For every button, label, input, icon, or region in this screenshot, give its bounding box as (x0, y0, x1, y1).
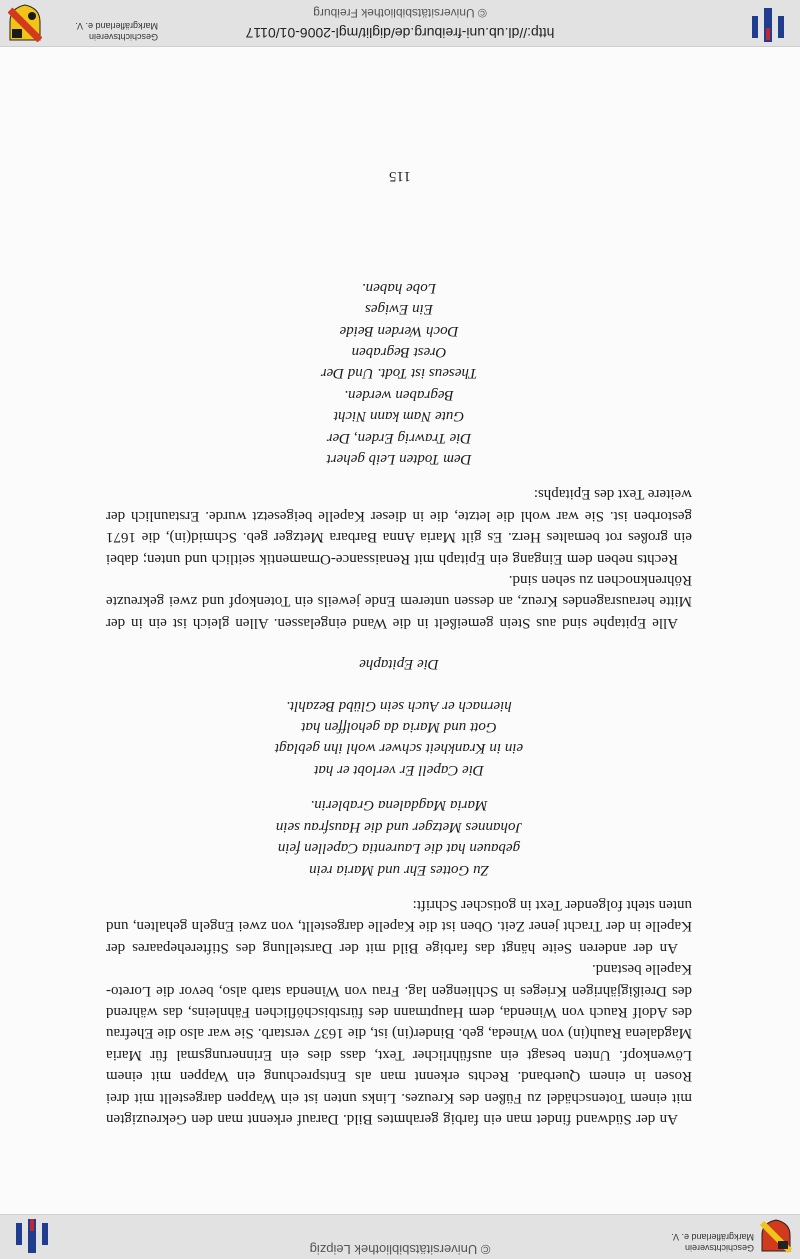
society-label: Geschichtsverein Markgräflerland e. V. (671, 1232, 754, 1253)
coat-of-arms-icon (760, 1219, 792, 1253)
copyright-notice: © Universitätsbibliothek Leipzig (309, 1242, 491, 1257)
header-bar (0, 1214, 800, 1259)
section-heading: Die Epitaphe (359, 656, 439, 673)
library-logo-icon (10, 1217, 54, 1255)
coat-of-arms-icon (8, 4, 42, 42)
paragraph: Alle Epitaphe sind aus Stein gemeißelt in die Wand eingelassen. Allen gleich ist ein in der Mitte herausragendes Kreuz, an dessen unterem Ende jeweils ein Totenkopf und zwei gekreuzte Röhrenknochen zu sehen sind. (106, 572, 692, 631)
copyright-notice: © Universitätsbibliothek Freiburg (313, 6, 487, 20)
inscription-verse: Zu Gottes Ehr und Maria rein gebauen hat die Laurentia Capellen fein Johannes Metzger und die Hausfrau sein Maria Magdalena Grablerin. (275, 797, 523, 878)
footer-bar (0, 0, 800, 47)
page-body (106, 276, 692, 1129)
paragraph: Rechts neben dem Eingang ein Epitaph mit Renaissance-Ornamentik seitlich und unten; dabei ein großes rot bemaltes Herz. Es gilt Maria Anna Barbara Metzger geb. Schmid(in), die 1671 gestorben ist. Sie war wohl die letzte, die in dieser Kapelle beigesetzt wurde. Erstaunlich der weitere Text des Epitaphs: (106, 486, 692, 567)
paragraph: An der Südwand findet man ein farbig gerahmtes Bild. Darauf erkennt man den Gekreuzigten mit einem Totenschädel zu Füßen des Kreuzes. Links unten ist ein Wappen dargestellt mit drei Rosen in einem Querband. Rechts erkennt man als Entsprechung ein Wappen mit einem Löwenkopf. Unten besagt ein ausführlicher Text, dass dies ein Erinnerungsmal für Maria Magdalena Rauh(in) von Wineda, geb. Binder(in) ist, die 1637 verstarb. Sie war also die Ehefrau des Adolf Rauch von Winenda, dem Hauptmann des fürstbischöflichen Fähnleins, das während des Dreißigjährigen Krieges in Schliengen lag. Frau von Winenda starb also, bevor die Loreto-Kapelle bestand. (106, 961, 692, 1127)
library-logo-icon (746, 4, 790, 42)
document-url-link[interactable]: http://dl.ub.uni-freiburg.de/diglit/mgl-2006-01/0117 (245, 25, 555, 41)
society-label: Geschichtsverein Markgräflerland e. V. (75, 21, 158, 42)
inscription-verse: Die Capell Er verlobt er hat ein in Krankheit schwer wohl ihn geblagt Gott und Maria da geholffen hat hiernach er Auch sein Glübd Bezahlt. (274, 697, 524, 778)
page-number: 115 (389, 168, 411, 184)
epitaph-verse: Dem Todten Leib gehert Die Trawrig Erden, Der Gute Nam kann Nicht Begraben werden. Theseus ist Todt. Und Der Orest Begraben Doch Werden Beide Ein Ewiges Lobe haben. (320, 279, 478, 468)
paragraph: An der anderen Seite hängt das farbige Bild mit der Darstellung des Stifterehepaares der Kapelle in der Tracht jener Zeit. Oben ist die Kapelle dargestellt, von zwei Engeln gehalten, und unten steht folgender Text in gotischer Schrift: (106, 896, 692, 956)
